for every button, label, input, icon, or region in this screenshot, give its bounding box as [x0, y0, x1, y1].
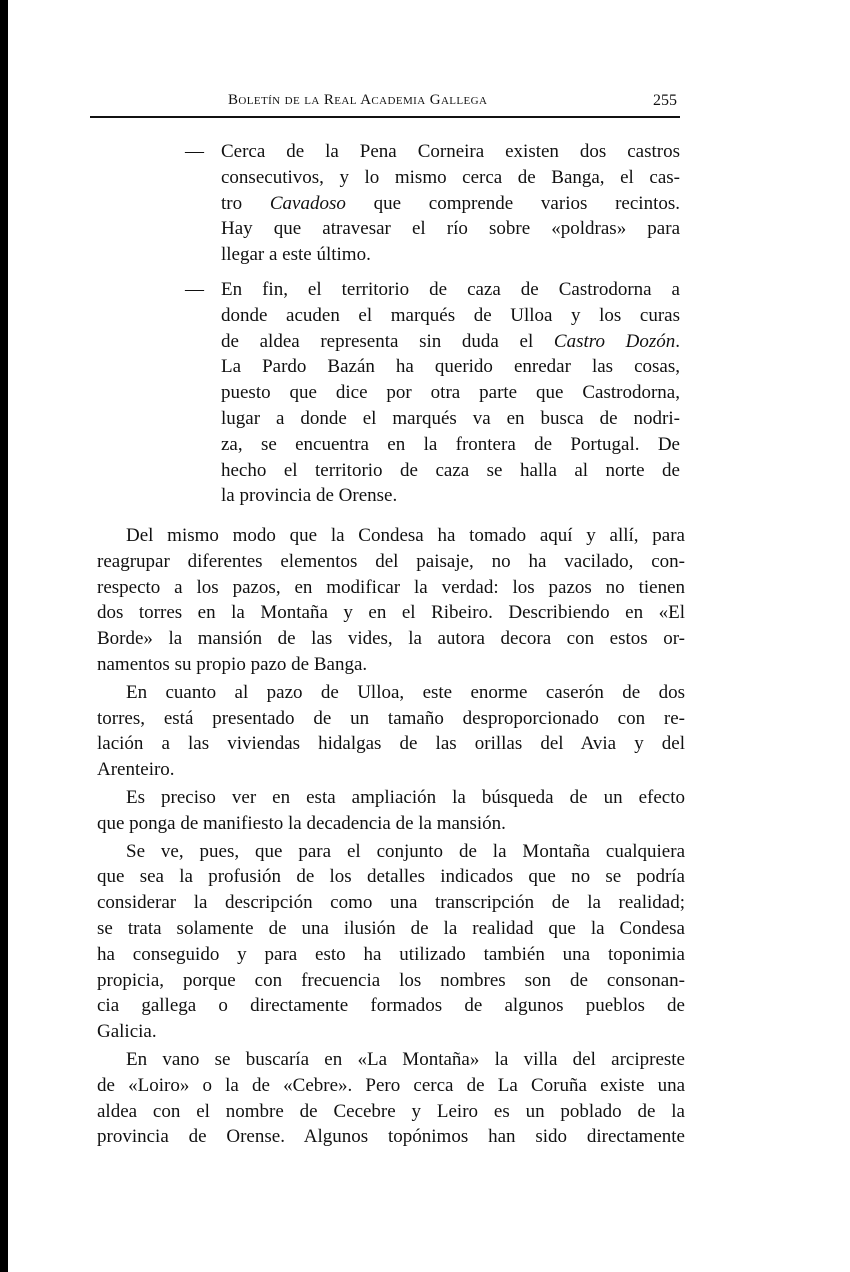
text-line: considerar la descripción como una transcripción de la realidad; — [97, 892, 685, 914]
page-number: 255 — [653, 92, 677, 109]
text-line: En cuanto al pazo de Ulloa, este enorme caserón de dos — [126, 681, 685, 703]
text-line: puesto que dice por otra parte que Castrodorna, — [221, 382, 680, 404]
text-line: tro Cavadoso que comprende varios recintos. — [221, 192, 681, 214]
text-line: dos torres en la Montaña y en el Ribeiro. Describiendo en «El — [97, 602, 685, 624]
scan-spine-shadow — [0, 0, 8, 1272]
dash-list — [185, 139, 680, 518]
text-line: provincia de Orense. Algunos topónimos han sido directamente — [97, 1126, 685, 1148]
text-line: reagrupar diferentes elementos del paisaje, no ha vacilado, con- — [97, 550, 685, 572]
text-line: Borde» la mansión de las vides, la autora decora con estos or- — [97, 628, 685, 650]
text-line: Arenteiro. — [97, 759, 175, 781]
text-line: za, se encuentra en la frontera de Portugal. De — [221, 433, 680, 455]
paragraph — [97, 680, 685, 783]
dash-list-item — [185, 277, 680, 509]
text-line: ha conseguido y para esto ha utilizado también una toponimia — [97, 943, 685, 965]
text-line: aldea con el nombre de Cecebre y Leiro es un poblado de la — [97, 1100, 685, 1122]
text-line: lación a las viviendas hidalgas de las orillas del Avia y del — [97, 733, 685, 755]
text-line: Se ve, pues, que para el conjunto de la Montaña cualquiera — [126, 840, 685, 862]
text-line: Hay que atravesar el río sobre «poldras» para — [221, 218, 680, 240]
text-line: de «Loiro» o la de «Cebre». Pero cerca de La Coruña existe una — [97, 1074, 685, 1096]
text-line: que sea la profusión de los detalles indicados que no se podría — [97, 866, 685, 888]
text-line: cia gallega o directamente formados de algunos pueblos de — [97, 995, 685, 1017]
em-dash-marker: — — [185, 278, 204, 300]
text-line: En fin, el territorio de caza de Castrodorna a — [221, 278, 680, 300]
italic-title: Cavadoso — [269, 192, 346, 214]
text-line: lugar a donde el marqués va en busca de nodri- — [221, 407, 680, 429]
text-line: Galicia. — [97, 1021, 157, 1043]
dash-list-item — [185, 139, 680, 268]
text-line: La Pardo Bazán ha querido enredar las cosas, — [221, 356, 680, 378]
text-line: Es preciso ver en esta ampliación la búsqueda de un efecto — [126, 786, 685, 808]
journal-title: Boletín de la Real Academia Gallega — [228, 92, 488, 108]
body-text — [97, 523, 685, 1150]
em-dash-marker: — — [185, 141, 204, 162]
header-rule — [90, 116, 680, 118]
italic-title: Castro Dozón — [553, 330, 676, 352]
text-line: que ponga de manifiesto la decadencia de la mansión. — [97, 812, 506, 834]
running-header — [90, 90, 680, 118]
text-line: la provincia de Orense. — [221, 485, 398, 507]
text-line: hecho el territorio de caza se halla al norte de — [221, 459, 680, 481]
text-line: torres, está presentado de un tamaño desproporcionado con re- — [97, 707, 685, 729]
dash-item-text — [221, 139, 680, 268]
text-line: respecto a los pazos, en modificar la verdad: los pazos no tienen — [97, 576, 685, 598]
text-line: llegar a este último. — [221, 244, 371, 266]
text-line: Cerca de la Pena Corneira existen dos castros — [221, 141, 680, 162]
text-line: En vano se buscaría en «La Montaña» la villa del arcipreste — [126, 1048, 685, 1070]
text-line: propicia, porque con frecuencia los nombres son de consonan- — [97, 969, 685, 991]
paragraph — [97, 785, 685, 837]
text-line: namentos su propio pazo de Banga. — [97, 653, 368, 675]
text-line: donde acuden el marqués de Ulloa y los curas — [221, 304, 680, 326]
paragraph — [97, 839, 685, 1045]
text-line: se trata solamente de una ilusión de la realidad que la Condesa — [97, 917, 685, 939]
dash-item-text — [221, 277, 680, 509]
paragraph — [97, 523, 685, 678]
text-line: de aldea representa sin duda el Castro Dozón. — [221, 330, 680, 352]
text-line: Del mismo modo que la Condesa ha tomado aquí y allí, para — [126, 525, 685, 546]
text-line: consecutivos, y lo mismo cerca de Banga, el cas- — [221, 166, 680, 188]
paragraph — [97, 1047, 685, 1150]
